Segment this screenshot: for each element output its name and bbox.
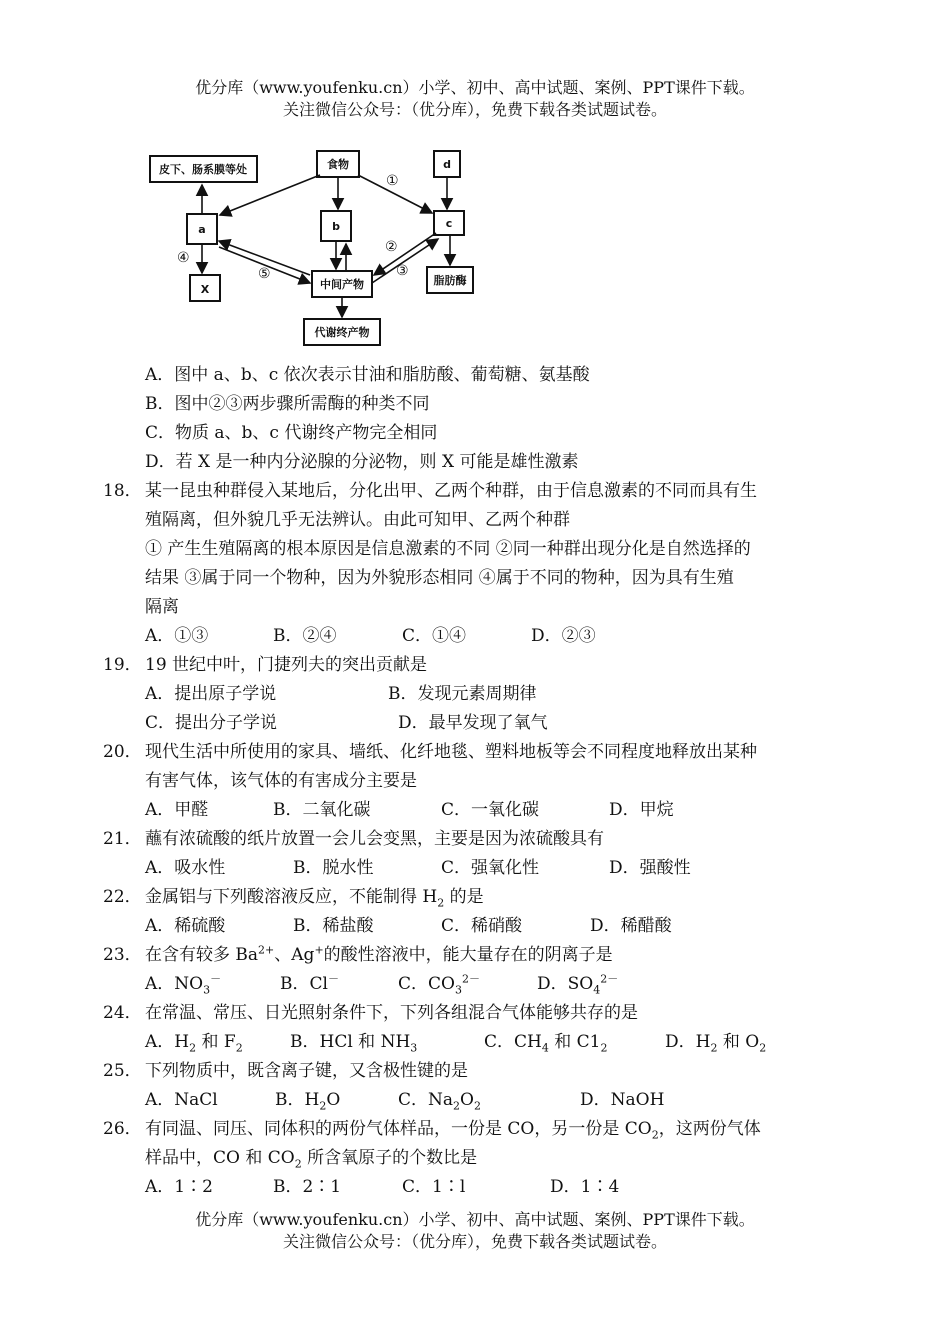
q26-stem-1: 有同温、同压、同体积的两份气体样品，一份是 CO，另一份是 $CO_2$，这两份气体	[145, 1119, 761, 1142]
step-2-label: ②	[385, 239, 398, 255]
q24-option-d: D．$H_2$ 和 $O_2$	[665, 1032, 767, 1055]
q25-option-d: D．NaOH	[580, 1090, 665, 1110]
q26-stem-2: 样品中，CO 和 $CO_2$ 所含氧原子的个数比是	[145, 1148, 478, 1171]
node-skin-label: 皮下、肠系膜等处	[159, 163, 247, 176]
q26-option-c: C．1∶l	[402, 1177, 466, 1197]
q18-stem-3: ① 产生生殖隔离的根本原因是信息激素的不同 ②同一种群出现分化是自然选择的	[145, 539, 751, 559]
q22-number: 22．	[103, 887, 142, 907]
q18-number: 18．	[103, 481, 142, 501]
q25-number: 25．	[103, 1061, 142, 1081]
q25-option-a: A．NaCl	[145, 1090, 218, 1110]
step-1-label: ①	[386, 173, 399, 189]
q17-option-b: B．图中②③两步骤所需酶的种类不同	[145, 394, 430, 414]
q24-option-a: A．$H_2$ 和 $F_2$	[145, 1032, 243, 1055]
q18-stem-5: 隔离	[145, 597, 179, 617]
q18-option-b: B．②④	[273, 626, 337, 646]
node-a-label: a	[198, 223, 206, 236]
step-4-label: ④	[177, 250, 190, 266]
q22-option-a: A．稀硫酸	[145, 916, 226, 936]
q24-stem: 在常温、常压、日光照射条件下，下列各组混合气体能够共存的是	[145, 1003, 638, 1023]
q22-option-d: D．稀醋酸	[590, 916, 672, 936]
q18-stem-4: 结果 ③属于同一个物种，因为外貌形态相同 ④属于不同的物种，因为具有生殖	[145, 568, 734, 588]
q22-option-c: C．稀硝酸	[441, 916, 523, 936]
q17-option-c: C．物质 a、b、c 代谢终产物完全相同	[145, 423, 438, 443]
footer-line-1: 优分库（www.youfenku.cn）小学、初中、高中试题、案例、PPT课件下载。	[195, 1210, 755, 1229]
q23-option-c: C．$CO_3^{2-}$	[398, 972, 480, 997]
header-line-1: 优分库（www.youfenku.cn）小学、初中、高中试题、案例、PPT课件下载。	[195, 78, 755, 97]
q21-option-a: A．吸水性	[145, 858, 226, 878]
q20-stem-2: 有害气体，该气体的有害成分主要是	[145, 771, 417, 791]
q24-option-b: B．HCl 和 $NH_3$	[290, 1032, 418, 1055]
node-d-label: d	[443, 158, 451, 171]
node-fat-label: 脂肪酶	[433, 274, 467, 287]
q19-option-a: A．提出原子学说	[145, 684, 277, 704]
step-5-label: ⑤	[258, 266, 271, 282]
q18-option-d: D．②③	[531, 626, 596, 646]
q23-option-d: D．$SO_4^{2-}$	[537, 972, 619, 997]
footer-line-2: 关注微信公众号：（优分库），免费下载各类试题试卷。	[282, 1232, 667, 1251]
q21-option-d: D．强酸性	[609, 858, 691, 878]
q18-option-a: A．①③	[145, 626, 209, 646]
q23-option-a: A．$NO_3^-$	[145, 972, 222, 997]
q19-option-d: D．最早发现了氧气	[398, 713, 548, 733]
step-3-label: ③	[396, 263, 409, 279]
q20-option-c: C．一氧化碳	[441, 800, 540, 820]
q19-number: 19．	[103, 655, 142, 675]
q26-option-b: B．2∶1	[273, 1177, 342, 1197]
q19-option-b: B．发现元素周期律	[388, 684, 537, 704]
q22-stem: 金属铝与下列酸溶液反应，不能制得 $H_2$ 的是	[145, 887, 484, 910]
q25-stem: 下列物质中，既含离子键，又含极性键的是	[145, 1061, 468, 1081]
metabolism-diagram	[140, 147, 520, 347]
q21-option-b: B．脱水性	[293, 858, 374, 878]
header-line-2: 关注微信公众号：（优分库），免费下载各类试题试卷。	[282, 100, 667, 119]
q20-number: 20．	[103, 742, 142, 762]
q19-option-c: C．提出分子学说	[145, 713, 278, 733]
q25-option-b: B．$H_2O$	[275, 1090, 341, 1113]
q18-stem-2: 殖隔离，但外貌几乎无法辨认。由此可知甲、乙两个种群	[145, 510, 570, 530]
q23-stem: 在含有较多 $Ba^{2+}$、Ag+的酸性溶液中，能大量存在的阴离子是	[145, 943, 613, 965]
q25-option-c: C．$Na_2O_2$	[398, 1090, 481, 1113]
node-final-label: 代谢终产物	[314, 326, 370, 339]
node-middle-label: 中间产物	[320, 278, 364, 291]
node-food-label: 食物	[327, 158, 349, 171]
q23-number: 23．	[103, 945, 142, 965]
q20-stem-1: 现代生活中所使用的家具、墙纸、化纤地毯、塑料地板等会不同程度地释放出某种	[145, 742, 757, 762]
q17-option-d: D．若 X 是一种内分泌腺的分泌物，则 X 可能是雄性激素	[145, 452, 579, 472]
q21-stem: 蘸有浓硫酸的纸片放置一会儿会变黑，主要是因为浓硫酸具有	[145, 829, 604, 849]
q26-option-a: A．1∶2	[145, 1177, 213, 1197]
node-x-label: X	[200, 283, 210, 296]
q20-option-a: A．甲醛	[145, 800, 209, 820]
q26-option-d: D．1∶4	[550, 1177, 620, 1197]
node-b-label: b	[332, 220, 340, 233]
q20-option-d: D．甲烷	[609, 800, 674, 820]
q20-option-b: B．二氧化碳	[273, 800, 371, 820]
q24-number: 24．	[103, 1003, 142, 1023]
q24-option-c: C．$CH_4$ 和 $C1_2$	[484, 1032, 608, 1055]
q23-option-b: B．Cl－	[280, 972, 339, 994]
q18-option-c: C．①④	[402, 626, 467, 646]
q22-option-b: B．稀盐酸	[293, 916, 374, 936]
q21-option-c: C．强氧化性	[441, 858, 540, 878]
q26-number: 26．	[103, 1119, 142, 1139]
q18-stem-1: 某一昆虫种群侵入某地后，分化出甲、乙两个种群，由于信息激素的不同而具有生	[145, 481, 757, 501]
q21-number: 21．	[103, 829, 142, 849]
q17-option-a: A．图中 a、b、c 依次表示甘油和脂肪酸、葡萄糖、氨基酸	[145, 365, 590, 385]
node-c-label: c	[445, 217, 453, 230]
q19-stem: 19 世纪中叶，门捷列夫的突出贡献是	[145, 655, 428, 675]
